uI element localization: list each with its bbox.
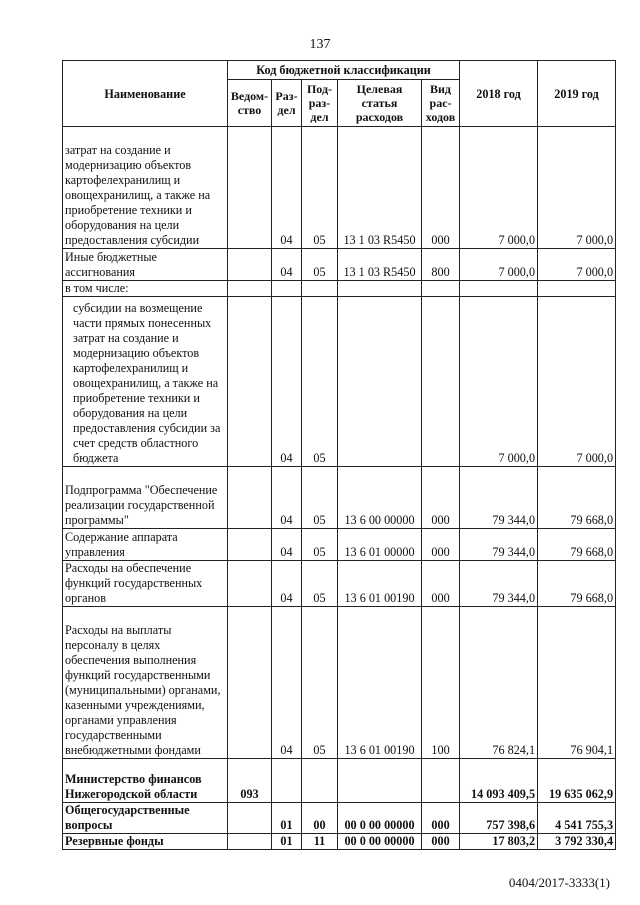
row-vedomstvo bbox=[228, 297, 272, 467]
row-vedomstvo bbox=[228, 529, 272, 561]
row-podrazdel bbox=[302, 759, 338, 803]
row-tselevaya: 13 6 01 00190 bbox=[338, 607, 422, 759]
header-tselevaya: Целевая статья расходов bbox=[338, 80, 422, 127]
row-podrazdel: 00 bbox=[302, 803, 338, 834]
row-2019: 76 904,1 bbox=[538, 607, 616, 759]
row-vid: 800 bbox=[422, 249, 460, 281]
row-podrazdel: 05 bbox=[302, 607, 338, 759]
row-2019: 79 668,0 bbox=[538, 467, 616, 529]
header-vid: Вид рас-ходов bbox=[422, 80, 460, 127]
row-razdel: 04 bbox=[272, 529, 302, 561]
row-vid: 000 bbox=[422, 561, 460, 607]
row-2018: 76 824,1 bbox=[460, 607, 538, 759]
table-row bbox=[63, 759, 616, 803]
row-2018: 7 000,0 bbox=[460, 127, 538, 249]
document-code: 0404/2017-3333(1) bbox=[508, 875, 610, 890]
row-razdel: 04 bbox=[272, 297, 302, 467]
row-razdel: 04 bbox=[272, 467, 302, 529]
row-razdel: 04 bbox=[272, 607, 302, 759]
row-name: затрат на создание и модернизацию объектов картофелехранилищ и овощехранилищ, а также на приобретение техники и оборудования на цели предоставления субсидии bbox=[63, 127, 228, 249]
row-tselevaya: 13 6 01 00190 bbox=[338, 561, 422, 607]
row-2019: 79 668,0 bbox=[538, 561, 616, 607]
row-vid: 000 bbox=[422, 803, 460, 834]
row-vedomstvo bbox=[228, 281, 272, 297]
header-2018: 2018 год bbox=[460, 61, 538, 127]
row-vid: 000 bbox=[422, 834, 460, 850]
header-podrazdel: Под-раз-дел bbox=[302, 80, 338, 127]
row-vid: 000 bbox=[422, 467, 460, 529]
row-vedomstvo bbox=[228, 467, 272, 529]
table-row bbox=[63, 803, 616, 834]
row-vid bbox=[422, 297, 460, 467]
row-2019: 3 792 330,4 bbox=[538, 834, 616, 850]
row-podrazdel: 05 bbox=[302, 127, 338, 249]
header-razdel: Раз-дел bbox=[272, 80, 302, 127]
row-2019: 7 000,0 bbox=[538, 127, 616, 249]
row-podrazdel: 05 bbox=[302, 561, 338, 607]
row-vedomstvo bbox=[228, 607, 272, 759]
table-row bbox=[63, 607, 616, 759]
row-razdel: 04 bbox=[272, 561, 302, 607]
row-2018 bbox=[460, 281, 538, 297]
row-name: Содержание аппарата управления bbox=[63, 529, 228, 561]
row-2019: 7 000,0 bbox=[538, 249, 616, 281]
row-2018: 757 398,6 bbox=[460, 803, 538, 834]
row-vedomstvo bbox=[228, 561, 272, 607]
table-row bbox=[63, 281, 616, 297]
row-tselevaya bbox=[338, 759, 422, 803]
row-podrazdel: 11 bbox=[302, 834, 338, 850]
table-row bbox=[63, 127, 616, 249]
row-vedomstvo bbox=[228, 803, 272, 834]
budget-table bbox=[62, 60, 616, 850]
row-2018: 79 344,0 bbox=[460, 467, 538, 529]
row-2019: 19 635 062,9 bbox=[538, 759, 616, 803]
row-2018: 79 344,0 bbox=[460, 529, 538, 561]
row-2018: 7 000,0 bbox=[460, 297, 538, 467]
row-vid bbox=[422, 281, 460, 297]
row-tselevaya: 13 6 00 00000 bbox=[338, 467, 422, 529]
table-row bbox=[63, 561, 616, 607]
table-row bbox=[63, 529, 616, 561]
row-razdel: 04 bbox=[272, 127, 302, 249]
row-razdel: 01 bbox=[272, 803, 302, 834]
row-name: Расходы на обеспечение функций государственных органов bbox=[63, 561, 228, 607]
row-podrazdel bbox=[302, 281, 338, 297]
row-name: Министерство финансов Нижегородской области bbox=[63, 759, 228, 803]
row-name: Общегосударственные вопросы bbox=[63, 803, 228, 834]
row-2018: 17 803,2 bbox=[460, 834, 538, 850]
row-name: Резервные фонды bbox=[63, 834, 228, 850]
header-name: Наименование bbox=[63, 61, 228, 127]
row-2018: 7 000,0 bbox=[460, 249, 538, 281]
table-row bbox=[63, 834, 616, 850]
row-2019: 79 668,0 bbox=[538, 529, 616, 561]
row-2018: 79 344,0 bbox=[460, 561, 538, 607]
table-row bbox=[63, 249, 616, 281]
header-vedomstvo: Ведом-ство bbox=[228, 80, 272, 127]
row-vid: 000 bbox=[422, 529, 460, 561]
row-2019 bbox=[538, 281, 616, 297]
row-podrazdel: 05 bbox=[302, 297, 338, 467]
row-2019: 7 000,0 bbox=[538, 297, 616, 467]
page-number: 137 bbox=[309, 37, 331, 52]
header-classification-group: Код бюджетной классификации bbox=[228, 61, 460, 80]
row-tselevaya bbox=[338, 297, 422, 467]
row-name: Расходы на выплаты персоналу в целях обеспечения выполнения функций государственными (муниципальными) органами, казенными учреждениями, органами управления государственными внебюджетными фондами bbox=[63, 607, 228, 759]
row-razdel: 01 bbox=[272, 834, 302, 850]
row-tselevaya: 13 1 03 R5450 bbox=[338, 249, 422, 281]
row-name: субсидии на возмещение части прямых понесенных затрат на создание и модернизацию объектов картофелехранилищ и овощехранилищ, а также на приобретение техники и оборудования на цели предоставления субсидии за счет средств областного бюджета bbox=[63, 297, 228, 467]
row-vid: 000 bbox=[422, 127, 460, 249]
row-vid bbox=[422, 759, 460, 803]
row-vedomstvo bbox=[228, 127, 272, 249]
row-tselevaya: 13 1 03 R5450 bbox=[338, 127, 422, 249]
row-vedomstvo bbox=[228, 249, 272, 281]
row-razdel bbox=[272, 281, 302, 297]
row-2019: 4 541 755,3 bbox=[538, 803, 616, 834]
row-podrazdel: 05 bbox=[302, 249, 338, 281]
row-tselevaya bbox=[338, 281, 422, 297]
header-2019: 2019 год bbox=[538, 61, 616, 127]
row-podrazdel: 05 bbox=[302, 529, 338, 561]
row-razdel bbox=[272, 759, 302, 803]
row-vid: 100 bbox=[422, 607, 460, 759]
row-tselevaya: 00 0 00 00000 bbox=[338, 803, 422, 834]
row-vedomstvo: 093 bbox=[228, 759, 272, 803]
row-2018: 14 093 409,5 bbox=[460, 759, 538, 803]
row-name: в том числе: bbox=[63, 281, 228, 297]
row-tselevaya: 13 6 01 00000 bbox=[338, 529, 422, 561]
row-razdel: 04 bbox=[272, 249, 302, 281]
table-row bbox=[63, 297, 616, 467]
row-name: Иные бюджетные ассигнования bbox=[63, 249, 228, 281]
row-podrazdel: 05 bbox=[302, 467, 338, 529]
row-vedomstvo bbox=[228, 834, 272, 850]
row-tselevaya: 00 0 00 00000 bbox=[338, 834, 422, 850]
table-row bbox=[63, 467, 616, 529]
row-name: Подпрограмма "Обеспечение реализации государственной программы" bbox=[63, 467, 228, 529]
